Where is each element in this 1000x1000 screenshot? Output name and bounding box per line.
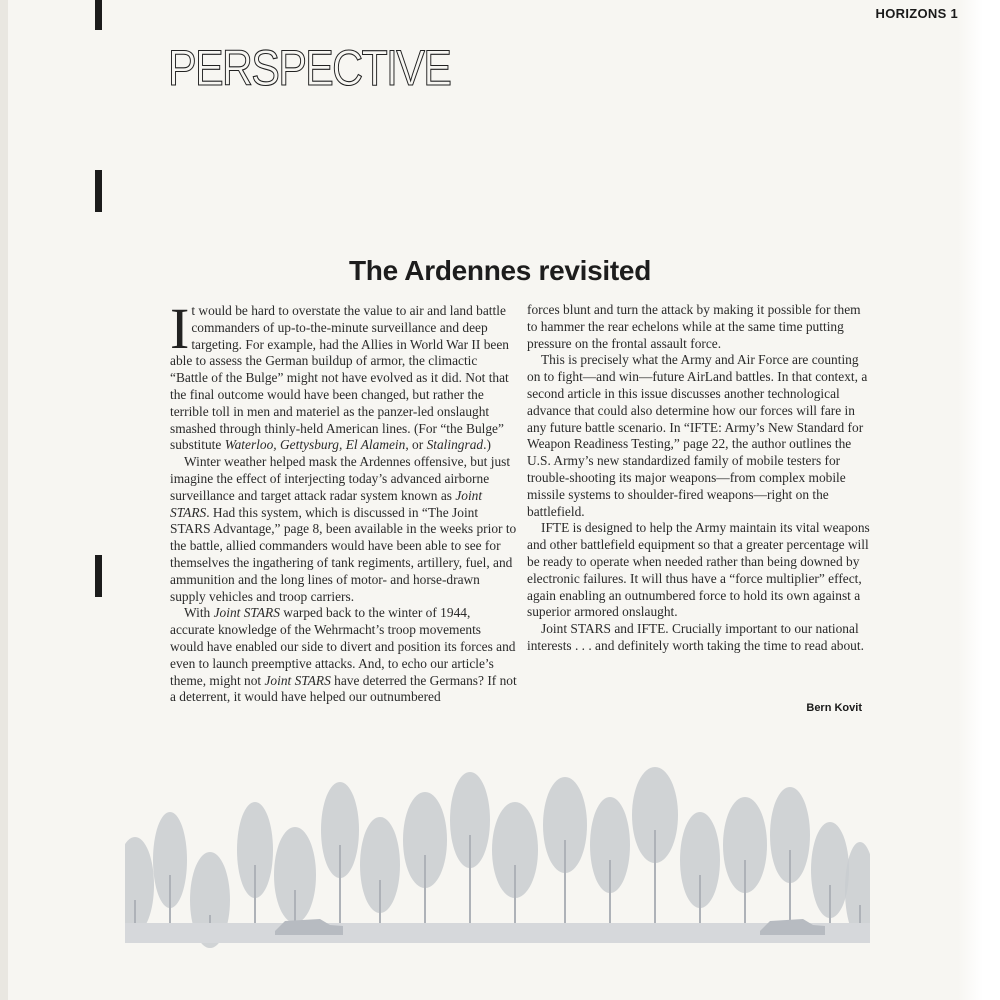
page-edge [958, 0, 1000, 1000]
paragraph [170, 454, 517, 605]
paragraph-text: With [184, 605, 214, 621]
section-title: PERSPECTIVE [168, 40, 451, 96]
paragraph: IFTE is designed to help the Army maintain its vital weapons and other battlefield equipment so that a greater percentage will be ready to operate when needed rather than being downed by electronic failures. It will thus have a “force multiplier” effect, again enabling an outnumbered force to hold its own against a superior armored onslaught. [527, 520, 870, 620]
paragraph-text: have deterred the Germans? If not a deterrent, it would have helped our outnumbered [170, 672, 517, 705]
tree-line-illustration [125, 745, 870, 980]
article-headline: The Ardennes revisited [348, 255, 651, 286]
binder-notch [95, 0, 102, 30]
paragraph [170, 605, 517, 706]
paragraph-text: , or [405, 437, 427, 453]
drop-cap: I [170, 296, 190, 361]
italic-text: Stalingrad [426, 437, 484, 453]
italic-text: Joint STARS [213, 605, 280, 621]
paragraph: This is precisely what the Army and Air Force are counting on to fight—and win—future AirLand battles. In that context, a second article in this issue discusses another technological advance that could also determine how our forces will fare in any future battle scenario. In “IFTE: Army’s New Standard for Weapon Readiness Testing,” page 22, the author outlines the U.S. Army’s new standardized family of mobile testers for trouble-shooting its major weapons—from complex mobile missile systems to shoulder-fired weapons—right on the battlefield. [527, 352, 868, 519]
paragraph: Joint STARS and IFTE. Crucially important to our national interests . . . and definitely worth taking the time to read about. [527, 621, 864, 653]
paragraph-text: .) [483, 437, 491, 453]
italic-text: Waterloo, Gettysburg, [224, 437, 343, 453]
binding-edge [0, 0, 8, 1000]
paragraph [170, 296, 517, 454]
italic-text: El Alamein [345, 437, 406, 453]
italic-text: Joint STARS [264, 672, 331, 688]
paragraph-text: . Had this system, which is discussed in “The Joint STARS Advantage,” page 8, been available in the weeks prior to the battle, allied commanders would have been able to see for themselves the ingathering of tank regiments, artillery, fuel, and ammunition and the long lines of motor- and horse-drawn supply vehicles and troop carriers. [170, 504, 517, 604]
tank-silhouette [760, 919, 825, 935]
paragraph-text: warped back to the winter of 1944, accurate knowledge of the Wehrmacht’s troop movements would have enabled our side to divert and position its forces and even to launch preemptive attacks. And, to echo our article’s theme, might not [170, 605, 516, 688]
running-head: HORIZONS 1 [875, 6, 958, 21]
tank-silhouette [275, 919, 343, 935]
left-column [170, 296, 517, 706]
paragraph: forces blunt and turn the attack by making it possible for them to hammer the rear echelons while at the same time putting pressure on the frontal assault force. [527, 302, 861, 351]
author-signature: Bern Kovit [806, 702, 862, 714]
paragraph-text: Winter weather helped mask the Ardennes offensive, but just imagine the effect of interjecting today’s advanced airborne surveillance and target attack radar system known as [170, 454, 511, 503]
ground-band [125, 923, 870, 943]
paragraph-text: t would be hard to overstate the value to air and land battle commanders of up-to-the-minute surveillance and deep targeting. For example, had the Allies in World War II been able to assess the German buildup of armor, the climactic “Battle of the Bulge” might not have evolved as it did. Not that the final outcome would have been changed, but rather the terrible toll in men and materiel as the panzer-led onslaught smashed through thinly-held American lines. (For “the Bulge” substitute [170, 303, 509, 453]
italic-text: Joint STARS [170, 487, 483, 520]
tree-crown [125, 837, 154, 933]
binder-notch [95, 555, 102, 597]
right-column [527, 302, 874, 655]
binder-notch [95, 170, 102, 212]
